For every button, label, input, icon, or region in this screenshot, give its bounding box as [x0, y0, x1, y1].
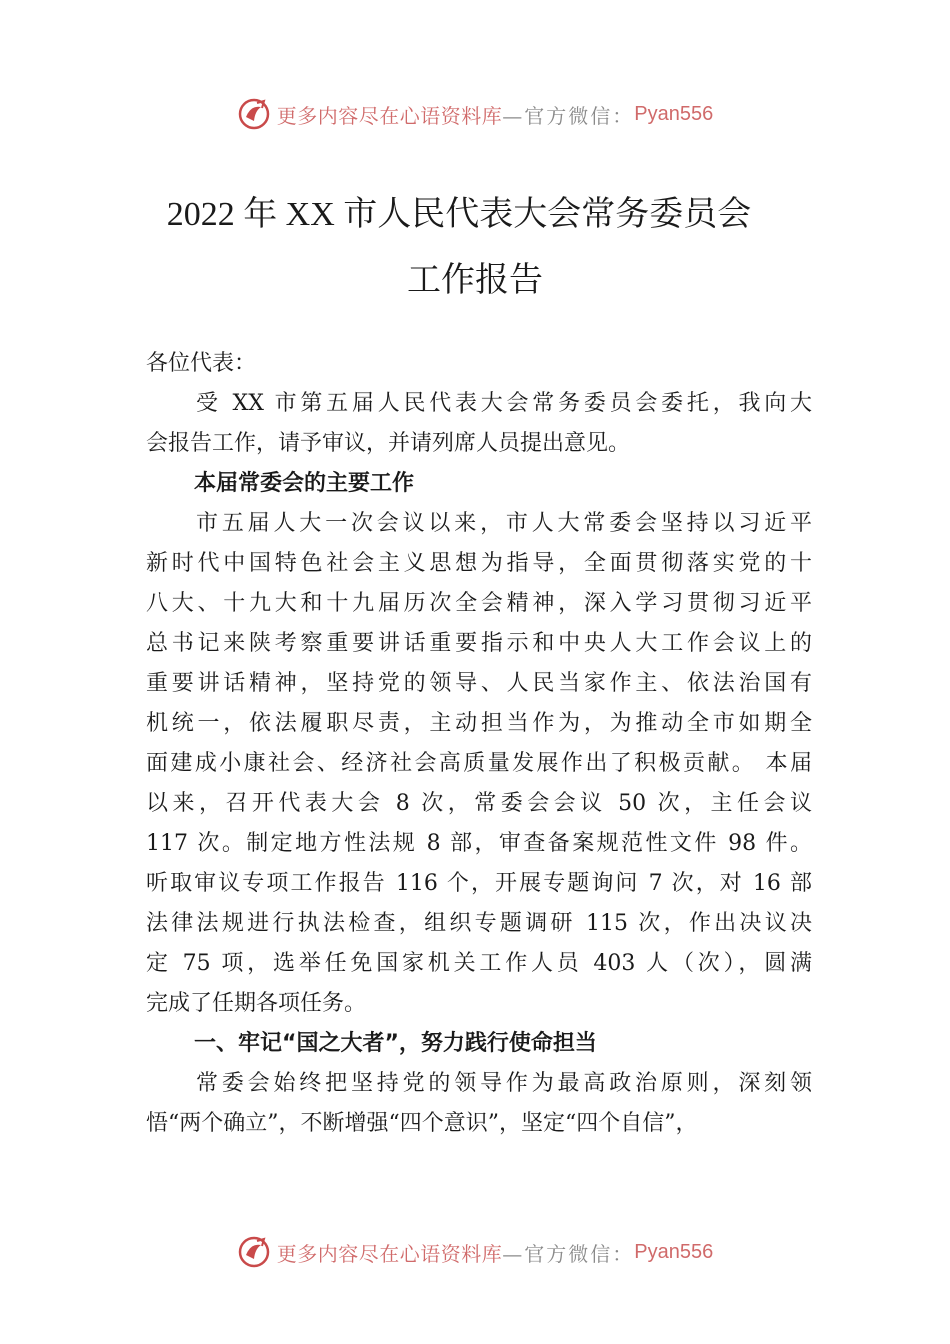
document-title-line2: 工作报告	[407, 262, 543, 299]
paragraph-line: 听取审议专项工作报告 116 个，开展专题询问 7 次，对 16 部	[146, 871, 812, 896]
document-title-line1: 2022 年 XX 市人民代表大会常务委员会	[166, 196, 752, 233]
paragraph-line: 117 次。制定地方性法规 8 部，审查备案规范性文件 98 件。	[146, 831, 812, 856]
paragraph-line: 悟“两个确立”，不断增强“四个意识”，坚定“四个自信”，	[146, 1111, 698, 1136]
watermark-separator: —官方微信：	[502, 1241, 635, 1266]
salutation: 各位代表：	[146, 351, 257, 376]
watermark-header	[0, 94, 950, 134]
intro-line: 会报告工作，请予审议，并请列席人员提出意见。	[146, 431, 631, 456]
watermark-wechat-id: Pyan556	[634, 102, 714, 125]
paragraph-line: 完成了任期各项任务。	[146, 991, 367, 1016]
watermark-footer	[0, 1232, 950, 1272]
section-heading: 本届常委会的主要工作	[194, 471, 415, 496]
section-heading: 一、牢记“国之大者”，努力践行使命担当	[194, 1031, 597, 1056]
paragraph-line: 机统一，依法履职尽责，主动担当作为，为推动全市如期全	[146, 711, 812, 736]
paragraph-line: 重要讲话精神，坚持党的领导、人民当家作主、依法治国有	[146, 671, 812, 696]
watermark-wechat-id: Pyan556	[634, 1240, 714, 1263]
document-body	[146, 344, 812, 1144]
paragraph-line: 新时代中国特色社会主义思想为指导，全面贯彻落实党的十	[146, 551, 812, 576]
paragraph-line: 八大、十九大和十九届历次全会精神，深入学习贯彻习近平	[146, 591, 812, 616]
paragraph-line: 法律法规进行执法检查，组织专题调研 115 次，作出决议决	[146, 911, 812, 936]
seal-logo-icon	[237, 97, 271, 131]
watermark-separator: —官方微信：	[502, 103, 635, 128]
paragraph-line: 市五届人大一次会议以来，市人大常委会坚持以习近平	[196, 511, 812, 536]
paragraph-line: 常委会始终把坚持党的领导作为最高政治原则，深刻领	[196, 1071, 812, 1096]
intro-line: 受 XX 市第五届人民代表大会常务委员会委托，我向大	[196, 391, 812, 416]
watermark-text: 更多内容尽在心语资料库	[276, 103, 503, 128]
paragraph-line: 面建成小康社会、经济社会高质量发展作出了积极贡献。 本届	[146, 751, 812, 776]
watermark-text: 更多内容尽在心语资料库	[276, 1241, 503, 1266]
paragraph-line: 定 75 项，选举任免国家机关工作人员 403 人（次），圆满	[146, 951, 812, 976]
paragraph-line: 总书记来陕考察重要讲话重要指示和中央人大工作会议上的	[146, 631, 812, 656]
seal-logo-icon	[237, 1235, 271, 1269]
paragraph-line: 以来，召开代表大会 8 次，常委会会议 50 次，主任会议	[146, 791, 812, 816]
